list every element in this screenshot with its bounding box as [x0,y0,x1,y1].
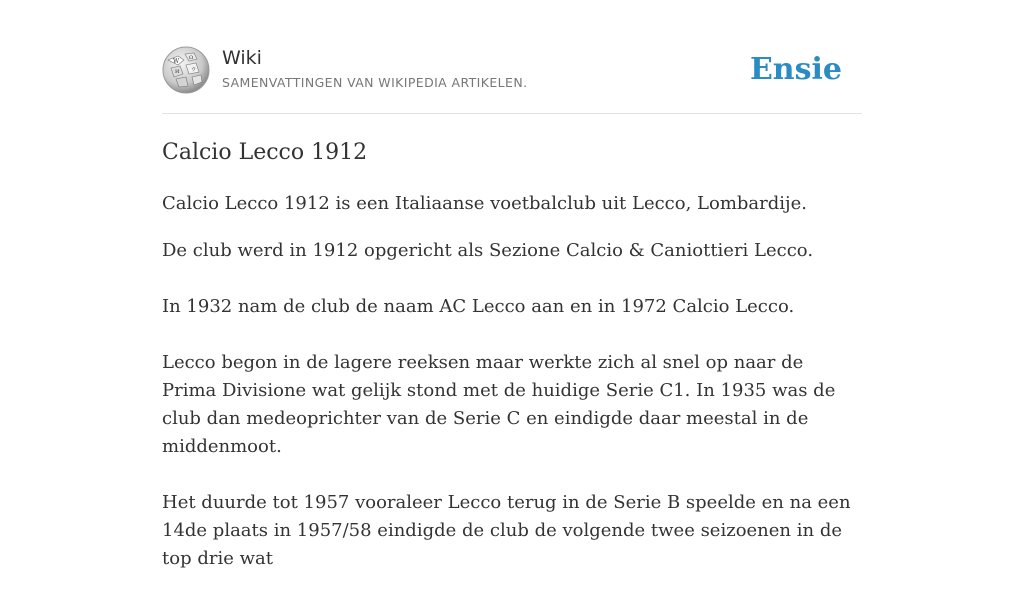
svg-text:И: И [175,69,180,75]
site-tagline: SAMENVATTINGEN VAN WIKIPEDIA ARTIKELEN. [222,75,528,90]
article-body [162,237,862,601]
svg-text:W: W [173,58,180,65]
svg-text:Ω: Ω [189,55,194,61]
article-paragraph: De club werd in 1912 opgericht als Sezione Calcio & Caniottieri Lecco. [162,240,814,261]
article-paragraph: Het duurde tot 1957 vooraleer Lecco terug in de Serie B speelde en na een 14de plaats in 1957/58 eindigde de club de volgende twee seizoenen in de top drie wat [162,492,851,569]
svg-text:ウ: ウ [191,67,197,73]
site-header [162,0,862,114]
page [162,0,862,569]
article-paragraph: In 1932 nam de club de naam AC Lecco aan en in 1972 Calcio Lecco. [162,296,795,317]
wikipedia-globe-icon[interactable] [162,46,210,94]
article-title: Calcio Lecco 1912 [162,140,368,165]
article-summary: Calcio Lecco 1912 is een Italiaanse voetbalclub uit Lecco, Lombardije. [162,193,807,214]
article-paragraph: Lecco begon in de lagere reeksen maar werkte zich al snel op naar de Prima Divisione wat gelijk stond met de huidige Serie C1. In 1935 was de club dan medeoprichter van de Serie C en eindigde daar meestal in de middenmoot. [162,352,836,457]
ensie-brand-logo[interactable]: Ensie [749,52,842,87]
site-name[interactable]: Wiki [222,47,262,69]
